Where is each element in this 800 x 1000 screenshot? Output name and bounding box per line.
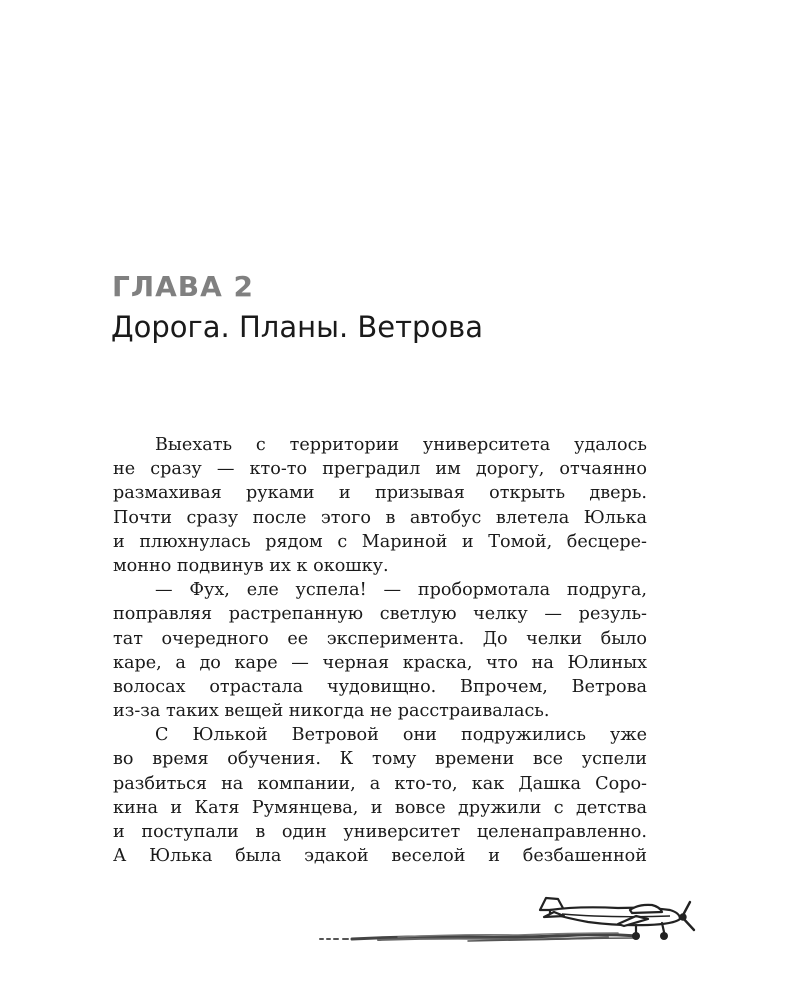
text-line: С Юлькой Ветровой они подружились уже: [155, 725, 647, 746]
text-line: и плюхнулась рядом с Мариной и Томой, бесцере-: [113, 531, 647, 552]
text-line: не сразу — кто-то преградил им дорогу, отчаянно: [113, 459, 647, 480]
text-line: и поступали в один университет целенаправленно.: [113, 822, 647, 842]
text-line: разбиться на компании, а кто-то, как Дашка Соро-: [113, 773, 647, 794]
text-line: во время обучения. К тому времени все успели: [113, 749, 647, 770]
text-line: — Фух, еле успела! — пробормотала подруга,: [155, 580, 647, 601]
text-line: поправляя растрепанную светлую челку — резуль-: [113, 604, 647, 625]
text-line: из-за таких вещей никогда не расстраивалась.: [113, 701, 550, 722]
text-line: тат очередного ее эксперимента. До челки было: [113, 628, 647, 649]
text-line: Почти сразу после этого в автобус влетела Юлька: [113, 507, 647, 528]
text-line: кина и Катя Румянцева, и вовсе дружили с детства: [113, 797, 647, 818]
text-line: монно подвинув их к окошку.: [113, 555, 389, 576]
body-text: [113, 433, 647, 868]
text-line: А Юлька была эдакой веселой и безбашенной: [113, 846, 647, 867]
text-line: Выехать с территории университета удалось: [155, 435, 647, 455]
text-line: волосах отрастала чудовищно. Впрочем, Ветрова: [113, 676, 647, 697]
airplane-icon: [318, 888, 718, 950]
text-line: размахивая руками и призывая открыть дверь.: [113, 483, 647, 504]
text-line: каре, а до каре — черная краска, что на Юлиных: [113, 652, 647, 673]
chapter-title: Дорога. Планы. Ветрова: [111, 310, 484, 344]
chapter-number: ГЛАВА 2: [112, 270, 255, 303]
